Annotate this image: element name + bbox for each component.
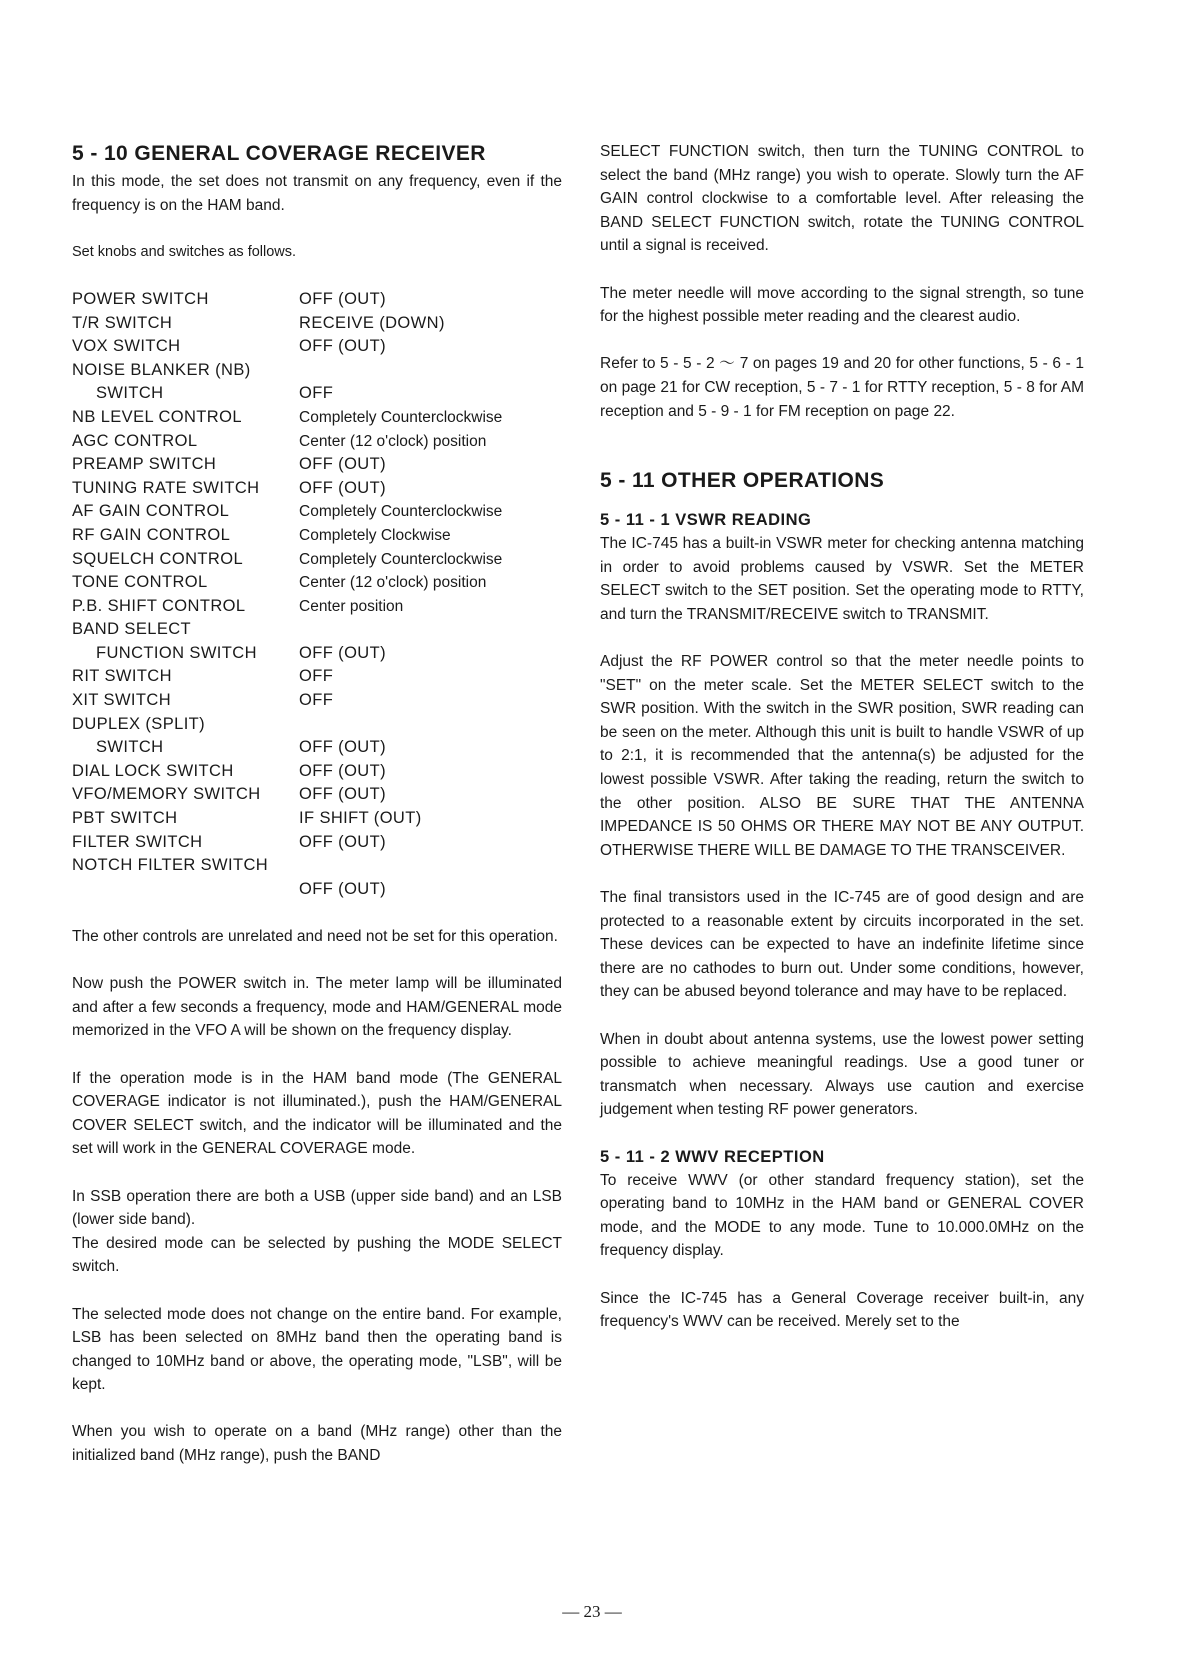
paragraph-power-on: Now push the POWER switch in. The meter lamp will be illuminated and after a few seconds a frequency, mode and HAM/GENERAL mode memorized in the VFO A will be shown on the frequency display.	[72, 975, 562, 1040]
setting-name: FUNCTION SWITCH	[96, 643, 257, 662]
setting-name: NOTCH FILTER SWITCH	[72, 856, 269, 875]
setting-value: OFF (OUT)	[299, 289, 386, 308]
settings-row	[72, 618, 562, 642]
settings-row	[72, 312, 562, 336]
setting-value: RECEIVE (DOWN)	[299, 313, 445, 332]
settings-row	[72, 288, 562, 312]
settings-row	[72, 713, 562, 737]
paragraph-ham-mode: If the operation mode is in the HAM band mode (The GENERAL COVERAGE indicator is not illuminated.), push the HAM/GENERAL COVER SELECT switch, and the indicator will be illuminated and the set will work in the GENERAL COVERAGE mode.	[72, 1069, 562, 1158]
setting-value: Completely Clockwise	[299, 526, 451, 544]
settings-row	[72, 477, 562, 501]
paragraph-selected-mode: The selected mode does not change on the entire band. For example, LSB has been selected on 8MHz band then the operating band is changed to 10MHz band or above, the operating mode, "LSB", will be kept.	[72, 1305, 562, 1394]
setting-name: RF GAIN CONTROL	[72, 525, 231, 544]
section-title-general-coverage: 5 - 10 GENERAL COVERAGE RECEIVER	[72, 142, 486, 165]
setting-value: OFF (OUT)	[299, 478, 386, 497]
setting-value: OFF	[299, 667, 334, 686]
setting-name: P.B. SHIFT CONTROL	[72, 596, 246, 615]
setting-value: OFF (OUT)	[299, 879, 386, 898]
settings-row	[72, 548, 562, 572]
setting-name: VOX SWITCH	[72, 337, 181, 356]
subsection-title-wwv: 5 - 11 - 2 WWV RECEPTION	[600, 1147, 825, 1166]
setting-value: Center (12 o'clock) position	[299, 432, 487, 450]
setting-name: DIAL LOCK SWITCH	[72, 761, 234, 780]
setting-value: OFF (OUT)	[299, 832, 386, 851]
settings-row	[72, 689, 562, 713]
setting-value: Center position	[299, 597, 404, 615]
settings-row	[72, 335, 562, 359]
setting-name: AF GAIN CONTROL	[72, 502, 230, 521]
paragraph-unrelated-controls: The other controls are unrelated and need not be set for this operation.	[72, 928, 558, 945]
setting-name: BAND SELECT	[72, 620, 192, 639]
settings-row	[72, 783, 562, 807]
paragraph-general-coverage-wwv: Since the IC-745 has a General Coverage receiver built-in, any frequency's WWV can be received. Merely set to the	[600, 1289, 1084, 1331]
left-column	[72, 140, 562, 1468]
settings-row	[72, 406, 562, 430]
setting-name: TONE CONTROL	[72, 573, 208, 592]
setting-name: SWITCH	[96, 384, 164, 403]
settings-row	[72, 571, 562, 595]
settings-row	[72, 665, 562, 689]
paragraph-meter-needle: The meter needle will move according to the signal strength, so tune for the highest possible meter reading and the clearest audio.	[600, 284, 1084, 326]
setting-name: SQUELCH CONTROL	[72, 549, 244, 568]
paragraph-vswr-meter: The IC-745 has a built-in VSWR meter for checking antenna matching in order to avoid problems caused by VSWR. Set the METER SELECT switch to the SET position. Set the operating mode to RTTY, and turn the TRANSMIT/RECEIVE switch to TRANSMIT.	[600, 535, 1084, 623]
settings-row	[72, 500, 562, 524]
setting-name: DUPLEX (SPLIT)	[72, 714, 206, 733]
settings-row	[72, 760, 562, 784]
paragraph-rf-power: Adjust the RF POWER control so that the meter needle points to "SET" on the meter scale. Set the METER SELECT switch to the SWR position. With the switch in the SWR position, SWR reading can be seen on the meter. Although this unit is built to handle VSWR of up to 2:1, it is recommended that the antenna(s) be adjusted for the lowest possible VSWR. After taking the reading, return the switch to the other position. ALSO BE SURE THAT THE ANTENNA IMPEDANCE IS 50 OHMS OR THERE MAY NOT BE ANY OUTPUT. OTHERWISE THERE WILL BE DAMAGE TO THE TRANSCEIVER.	[600, 653, 1084, 859]
setting-value: IF SHIFT (OUT)	[299, 809, 422, 828]
paragraph-final-transistors: The final transistors used in the IC-745 are of good design and are protected to a reasonable extent by circuits incorporated in the set. These devices can be expected to have an indefinite lifetime since there are no cathodes to burn out. Under some conditions, however, they can be abused beyond tolerance and may have to be replaced.	[600, 889, 1084, 1001]
setting-name: T/R SWITCH	[72, 313, 173, 332]
setting-name: XIT SWITCH	[72, 691, 172, 710]
setting-value: OFF	[299, 691, 334, 710]
setting-name: TUNING RATE SWITCH	[72, 478, 260, 497]
setting-name	[72, 878, 299, 902]
setting-name: FILTER SWITCH	[72, 832, 203, 851]
right-column	[600, 140, 1084, 1334]
setting-name: AGC CONTROL	[72, 431, 198, 450]
paragraph-wwv-receive: To receive WWV (or other standard frequency station), set the operating band to 10MHz in the HAM band or GENERAL COVER mode, and the MODE to any mode. Tune to 10.000.0MHz on the frequency display.	[600, 1171, 1084, 1260]
settings-table	[72, 288, 562, 901]
setting-name: VFO/MEMORY SWITCH	[72, 785, 261, 804]
setting-value: Completely Counterclockwise	[299, 550, 503, 568]
paragraph-antenna-doubt: When in doubt about antenna systems, use the lowest power setting possible to achieve meaningful readings. Use a good tuner or transmatch when necessary. Always use caution and exercise judgement when testing RF power generators.	[600, 1030, 1084, 1119]
paragraph-select-function: SELECT FUNCTION switch, then turn the TUNING CONTROL to select the band (MHz range) you wish to operate. Slowly turn the AF GAIN control clockwise to a comfortable level. After releasing the BAND SELECT FUNCTION switch, rotate the TUNING CONTROL until a signal is received.	[600, 143, 1084, 255]
setting-name: SWITCH	[96, 738, 164, 757]
settings-row	[72, 359, 562, 383]
setting-value: Completely Counterclockwise	[299, 503, 503, 521]
paragraph-mode-select: The desired mode can be selected by pushing the MODE SELECT switch.	[72, 1234, 562, 1276]
setting-value: OFF	[299, 384, 334, 403]
setting-name: NB LEVEL CONTROL	[72, 407, 242, 426]
settings-row	[72, 807, 562, 831]
paragraph-refer-to: Refer to 5 - 5 - 2 ～ 7 on pages 19 and 20 for other functions, 5 - 6 - 1 on page 21 for CW reception, 5 - 7 - 1 for RTTY reception, 5 - 8 for AM reception and 5 - 9 - 1 for FM reception on page 22.	[600, 355, 1084, 420]
subsection-title-vswr: 5 - 11 - 1 VSWR READING	[600, 511, 812, 530]
page-number: — 23 —	[562, 1602, 622, 1621]
setting-name: NOISE BLANKER (NB)	[72, 360, 251, 379]
settings-row	[72, 430, 562, 454]
setting-name: PBT SWITCH	[72, 809, 178, 828]
settings-row	[72, 453, 562, 477]
setting-value: OFF (OUT)	[299, 337, 386, 356]
paragraph-band-change: When you wish to operate on a band (MHz range) other than the initialized band (MHz range), push the BAND	[72, 1423, 562, 1465]
setting-value: Center (12 o'clock) position	[299, 574, 487, 592]
setting-value: OFF (OUT)	[299, 643, 386, 662]
setting-value: Completely Counterclockwise	[299, 408, 503, 426]
setting-value: OFF (OUT)	[299, 455, 386, 474]
setting-name: POWER SWITCH	[72, 289, 209, 308]
setting-name: PREAMP SWITCH	[72, 455, 217, 474]
paragraph-ssb-operation: In SSB operation there are both a USB (upper side band) and an LSB (lower side band).	[72, 1187, 562, 1229]
section-title-other-operations: 5 - 11 OTHER OPERATIONS	[600, 469, 885, 493]
settings-row	[72, 854, 562, 878]
settings-row	[72, 524, 562, 548]
intro-paragraph: In this mode, the set does not transmit on any frequency, even if the frequency is on the HAM band.	[72, 173, 562, 214]
settings-row	[72, 595, 562, 619]
set-knobs-text: Set knobs and switches as follows.	[72, 243, 297, 260]
settings-row	[72, 831, 562, 855]
settings-row	[72, 878, 562, 902]
setting-name: RIT SWITCH	[72, 667, 172, 686]
setting-value: OFF (OUT)	[299, 785, 386, 804]
settings-row	[72, 736, 562, 760]
setting-value: OFF (OUT)	[299, 738, 386, 757]
settings-row	[72, 642, 562, 666]
setting-value: OFF (OUT)	[299, 761, 386, 780]
settings-row	[72, 382, 562, 406]
